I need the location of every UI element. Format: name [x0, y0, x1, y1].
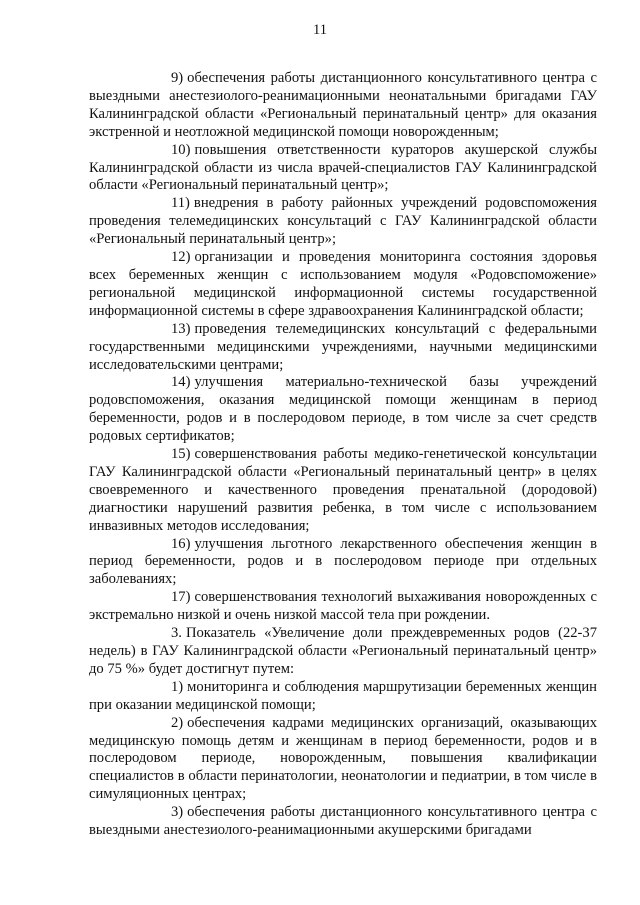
item-number: 2): [171, 714, 184, 731]
item-text: обеспечения работы дистанционного консультативного центра с выездными анестезиолого-реанимационными неонатальными бригадами ГАУ Калининградской области «Региональный перинатальный центр» для оказания экстренной и неотложной медицинской помощи новорожденным;: [89, 70, 597, 140]
list-item: [89, 195, 597, 249]
list-item: [89, 70, 597, 142]
item-text: улучшения материально-технической базы учреждений родовспоможения, оказания медицинской помощи женщинам в период беременности, родов и в послеродовом периоде, в том числе за счет средств родовых сертификатов;: [89, 374, 597, 445]
item-text: совершенствования работы медико-генетической консультации ГАУ Калининградской области «Региональный перинатальный центр» в целях своевременного и качественного проведения пренатальной (дородовой) диагностики нарушений развития ребенка, в том числе с использованием инвазивных методов исследования;: [89, 446, 597, 534]
list-item: [89, 715, 597, 805]
item-text: проведения телемедицинских консультаций с федеральными государственными медицинскими учреждениями, научными медицинскими исследовательскими центрами;: [89, 320, 597, 373]
item-number: 11): [171, 195, 190, 212]
section-indicator-paragraph: [89, 625, 597, 679]
item-text: улучшения льготного лекарственного обеспечения женщин в период беременности, родов и в послеродовом периоде при отдельных заболеваниях;: [89, 535, 597, 588]
item-number: 15): [171, 446, 191, 463]
page-number: 11: [313, 22, 327, 38]
list-item: [89, 374, 597, 446]
item-number: 12): [171, 249, 191, 266]
section-number: 3.: [171, 625, 182, 642]
list-item: [89, 446, 597, 536]
item-number: 13): [171, 320, 191, 337]
list-item: [89, 589, 597, 625]
item-text: повышения ответственности кураторов акушерской службы Калининградской области из числа врачей-специалистов ГАУ Калининградской области «Региональный перинатальный центр»;: [89, 141, 597, 194]
item-text: мониторинга и соблюдения маршрутизации беременных женщин при оказании медицинской помощи;: [89, 678, 597, 713]
item-number: 1): [171, 678, 184, 695]
item-text: внедрения в работу районных учреждений родовспоможения проведения телемедицинских консультаций с ГАУ Калининградской области «Региональный перинатальный центр»;: [89, 195, 597, 248]
list-item: [89, 249, 597, 321]
item-number: 16): [171, 535, 191, 552]
item-number: 10): [171, 141, 191, 158]
document-body: [89, 70, 597, 840]
item-number: 14): [171, 374, 191, 391]
section-text: Показатель «Увеличение доли преждевременных родов (22-37 недель) в ГАУ Калининградской области «Региональный перинатальный центр» до 75 %» будет достигнут путем:: [89, 625, 597, 677]
item-number: 9): [171, 70, 184, 86]
item-number: 17): [171, 589, 191, 606]
item-text: организации и проведения мониторинга состояния здоровья всех беременных женщин с использованием модуля «Родовспоможение» региональной медицинской информационной системы государственной информационной системы в сфере здравоохранения Калининградской области;: [89, 249, 597, 319]
item-text: обеспечения работы дистанционного консультативного центра с выездными анестезиолого-реанимационными акушерскими бригадами: [89, 804, 597, 839]
list-item: [89, 679, 597, 715]
item-number: 3): [171, 804, 184, 821]
item-text: совершенствования технологий выхаживания новорожденных с экстремально низкой и очень низкой массой тела при рождении.: [89, 589, 597, 624]
list-item: [89, 142, 597, 196]
item-text: обеспечения кадрами медицинских организаций, оказывающих медицинскую помощь детям и женщинам в период беременности, родов и в послеродовом периоде, новорожденным, повышения квалификации специалистов в области перинатологии, неонатологии и педиатрии, в том числе в симуляционных центрах;: [89, 714, 597, 803]
list-item: [89, 804, 597, 840]
list-item: [89, 321, 597, 375]
list-item: [89, 536, 597, 590]
